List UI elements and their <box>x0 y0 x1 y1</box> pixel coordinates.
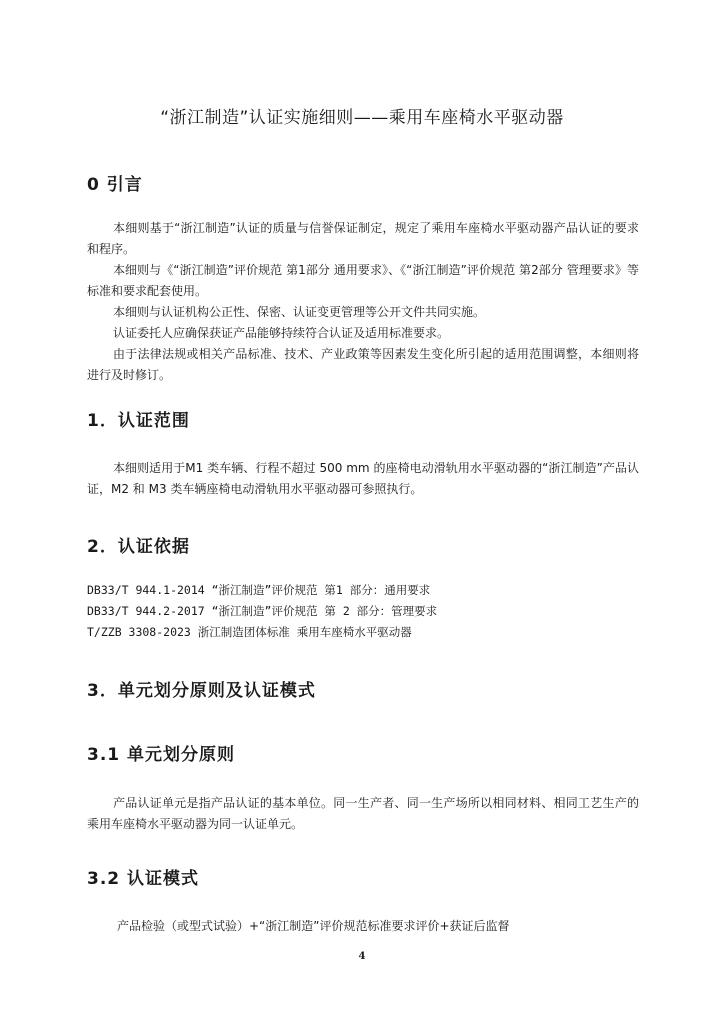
section-heading-units: 3．单元划分原则及认证模式 <box>87 681 316 701</box>
intro-body <box>87 218 639 386</box>
unit-principle-paragraph: 产品认证单元是指产品认证的基本单位。同一生产者、同一生产场所以相同材料、相同工艺生产的乘用车座椅水平驱动器为同一认证单元。 <box>87 796 639 831</box>
unit-principle-body <box>87 793 639 835</box>
intro-paragraph: 认证委托人应确保获证产品能够持续符合认证及适用标准要求。 <box>113 326 450 340</box>
scope-body <box>87 458 639 500</box>
reference-item: DB33/T 944.1-2014 “浙江制造”评价规范 第1 部分：通用要求 <box>87 583 431 597</box>
section-heading-scope: 1．认证范围 <box>87 411 190 431</box>
reference-item: DB33/T 944.2-2017 “浙江制造”评价规范 第 2 部分：管理要求 <box>87 604 438 618</box>
intro-paragraph: 本细则与《“浙江制造”评价规范 第1部分 通用要求》、《“浙江制造”评价规范 第2部分 管理要求》等标准和要求配套使用。 <box>87 263 639 298</box>
cert-mode-text: 产品检验（或型式试验）+“浙江制造”评价规范标准要求评价+获证后监督 <box>117 919 510 933</box>
section-heading-unit-principle: 3.1 单元划分原则 <box>87 745 236 765</box>
section-heading-intro: 0 引言 <box>87 175 143 195</box>
section-heading-cert-mode: 3.2 认证模式 <box>87 869 200 889</box>
intro-paragraph: 本细则基于“浙江制造”认证的质量与信誉保证制定，规定了乘用车座椅水平驱动器产品认证的要求和程序。 <box>87 221 639 256</box>
scope-paragraph: 本细则适用于M1 类车辆、行程不超过 500 mm 的座椅电动滑轨用水平驱动器的“浙江制造”产品认证，M2 和 M3 类车辆座椅电动滑轨用水平驱动器可参照执行。 <box>87 461 639 496</box>
reference-list <box>87 580 647 643</box>
intro-paragraph: 由于法律法规或相关产品标准、技术、产业政策等因素发生变化所引起的适用范围调整，本细则将进行及时修订。 <box>87 347 639 382</box>
reference-item: T/ZZB 3308-2023 浙江制造团体标准 乘用车座椅水平驱动器 <box>87 625 412 639</box>
section-heading-basis: 2．认证依据 <box>87 537 190 557</box>
intro-paragraph: 本细则与认证机构公正性、保密、认证变更管理等公开文件共同实施。 <box>113 305 486 319</box>
document-title: “浙江制造”认证实施细则——乘用车座椅水平驱动器 <box>160 108 564 128</box>
page-number: 4 <box>358 951 366 962</box>
